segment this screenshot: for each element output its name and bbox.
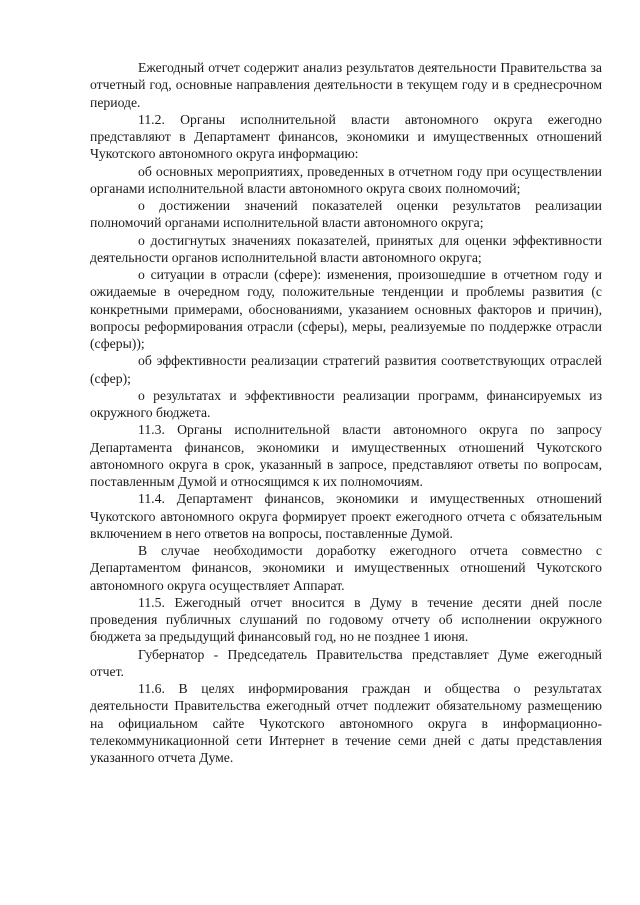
paragraph-report-content: Ежегодный отчет содержит анализ результатов деятельности Правительства за отчетный год, основные направления деятельности в текущем году и в среднесрочном периоде.	[90, 60, 602, 110]
paragraph-governor: Губернатор - Председатель Правительства представляет Думе ежегодный отчет.	[90, 646, 602, 679]
paragraph-industry-situation: о ситуации в отрасли (сфере): изменения, произошедшие в отчетном году и ожидаемые в очередном году, положительные тенденции и проблемы развития (с конкретными примерами, обоснованиями, указанием основных факторов и причин), вопросы реформирования отрасли (сферы), меры, реализуемые по поддержке отрасли (сферы));	[90, 267, 602, 351]
paragraph-strategy-efficiency: об эффективности реализации стратегий развития соответствующих отраслей (сфер);	[90, 353, 602, 386]
paragraph-11-3: 11.3. Органы исполнительной власти автономного округа по запросу Департамента финансов, экономики и имущественных отношений Чукотского автономного округа в срок, указанный в запросе, представляют ответы по вопросам, поставленным Думой и относящимся к их полномочиям.	[90, 422, 602, 489]
document-page	[90, 59, 602, 766]
paragraph-11-6: 11.6. В целях информирования граждан и общества о результатах деятельности Правительства ежегодный отчет подлежит обязательному размещению на официальном сайте Чукотского автономного округа в информационно-телекоммуникационной сети Интернет в течение семи дней с даты представления указанного отчета Думе.	[90, 681, 602, 765]
paragraph-11-2: 11.2. Органы исполнительной власти автономного округа ежегодно представляют в Департамент финансов, экономики и имущественных отношений Чукотского автономного округа информацию:	[90, 111, 602, 162]
paragraph-11-5: 11.5. Ежегодный отчет вносится в Думу в течение десяти дней после проведения публичных слушаний по годовому отчету об исполнении окружного бюджета за предыдущий финансовый год, но не позднее 1 июня.	[90, 594, 602, 645]
paragraph-indicator-values: о достижении значений показателей оценки результатов реализации полномочий органами исполнительной власти автономного округа;	[90, 198, 602, 231]
paragraph-main-activities: об основных мероприятиях, проведенных в отчетном году при осуществлении органами исполнительной власти автономного округа своих полномочий;	[90, 163, 602, 196]
paragraph-efficiency-indicators: о достигнутых значениях показателей, принятых для оценки эффективности деятельности органов исполнительной власти автономного округа;	[90, 232, 602, 265]
paragraph-program-results: о результатах и эффективности реализации программ, финансируемых из окружного бюджета.	[90, 387, 602, 420]
paragraph-11-4: 11.4. Департамент финансов, экономики и имущественных отношений Чукотского автономного округа формирует проект ежегодного отчета с обязательным включением в него ответов на вопросы, поставленные Думой.	[90, 491, 602, 541]
paragraph-revision: В случае необходимости доработку ежегодного отчета совместно с Департаментом финансов, экономики и имущественных отношений Чукотского автономного округа осуществляет Аппарат.	[90, 543, 602, 593]
